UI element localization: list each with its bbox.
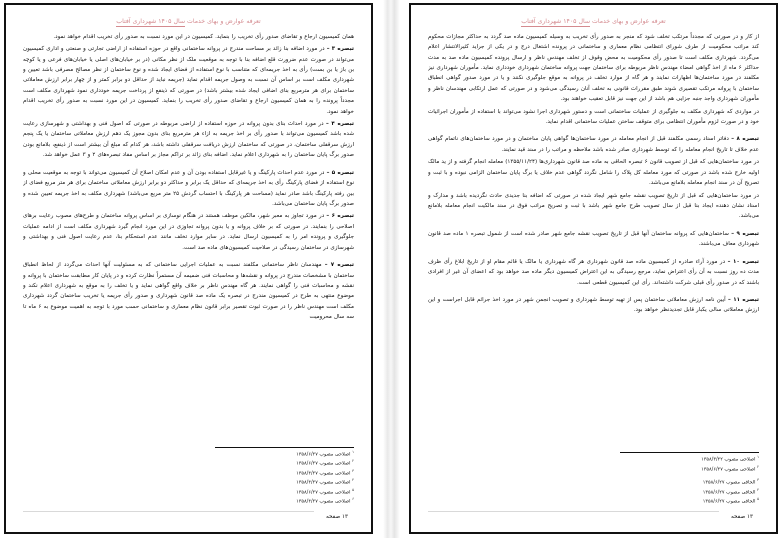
page-header-underlined: سال ۱۴۰۵ شهرداری آفتاب [521, 18, 591, 25]
footnote-list-secondary [428, 478, 759, 507]
footnote-item [23, 488, 354, 498]
paragraph [428, 191, 759, 222]
footnote-text: اصلاحی مصوب ۱۳۵۸/۶/۲۷ [296, 451, 351, 458]
footnote-text: الحاقی مصوب ۱۳۵۸/۶/۲۷ [702, 479, 756, 486]
paragraph [23, 168, 354, 210]
paragraph [428, 229, 759, 250]
footnote-zone [428, 452, 759, 522]
footnote-item [428, 497, 759, 507]
page-header-prefix: تعرفه عوارض و بهای خدمات [185, 18, 261, 25]
footnote-item [23, 450, 354, 460]
page-header [428, 18, 759, 27]
paragraph-text: در مورد ساختمان‌هایی که قبل از تصویب قانون ۶ تبصره الحاقی به ماده صد قانون شهرداری‌ها (۱۳۵۵/۱۱/۲۴) معامله انجام گرفته و از ید مالک اولیه خارج شده باشد در صورتی که مورد معامله کل پلاک را شامل نگردد گواهی عدم خلاف یا برگ پایان ساختمان الزامی نبوده و با ثبت و تصریح آن در سند انجام معامله بلامانع می‌باشد. [428, 159, 759, 187]
paragraph-text: دفاتر اسناد رسمی مکلفند قبل از انجام معامله در مورد ساختمان‌ها گواهی پایان ساختمان و در مورد ساختمان‌های ناتمام گواهی عدم خلاف تا تاریخ انجام معامله را که توسط شهرداری صادر شده باشد ملاحظه و مراتب را در سند قید نمایند. [428, 136, 759, 153]
footnote-list [23, 450, 354, 507]
paragraph [428, 157, 759, 188]
paragraph [428, 257, 759, 288]
footnote-number: ۱ [352, 449, 354, 454]
page-right-content [9, 8, 368, 529]
paragraph [428, 295, 759, 316]
footnote-text: اصلاحی مصوب ۱۳۵۸/۴/۲۷ [296, 470, 351, 477]
paragraph [23, 260, 354, 323]
footnote-text: الحاقی مصوب ۱۳۵۸/۶/۲۷ [702, 499, 756, 506]
paragraph-marker: تبصره ۸ – [731, 136, 759, 143]
footnote-text: الحاقی مصوب ۱۳۵۸/۶/۲۷ [702, 489, 756, 496]
footnote-text: اصلاحی مصوب ۱۳۵۸/۴/۲۷ [296, 499, 351, 506]
page-header [23, 18, 354, 27]
paragraph-marker: تبصره ۱۱ – [727, 296, 759, 303]
footnote-item [428, 488, 759, 498]
page-header-prefix: تعرفه عوارض و بهای خدمات [590, 18, 666, 25]
footnote-text: اصلاحی مصوب ۱۳۵۸/۶/۲۷ [701, 466, 756, 473]
footnote-number: ۴ [757, 487, 759, 492]
footnote-text: اصلاحی مصوب ۱۳۵۸/۳/۲۲ [701, 456, 756, 463]
paragraph-marker: تبصره ۹ – [731, 230, 759, 237]
footnote-item [23, 469, 354, 479]
paragraph-text: از کار و در صورتی که مجدداً مرتکب تخلف شود که منجر به صدور رأی تخریب به وسیله کمیسیون ماده صد گردد به حداکثر مجازات محکوم کند مراتب محکومیت از طرف شورای انتظامی نظام معماری و ساختمانی در پرونده اشتغال درج و در یکی از جراید کثیرالانتشار اعلام می‌گردد. شهرداری مکلف است تا صدور رأی محکومیت به محض وقوف از تخلف مهندس ناظر و ارسال پرونده کمیسیون ماده صد به مدت حداکثر ۶ ماه از اخذ گواهی امضاء مهندس ناظر مربوطه برای ساختمان جهت پروانه ساختمان شهرداری خودداری نماید. مأموران شهرداری نیز مکلفند در مورد ساختمان‌ها اظهارات نمایند و هر گاه از موارد تخلف در پروانه به موقع جلوگیری نکنند و یا در مورد صدور گواهی انطباق ساختمان با پروانه مرتکب تقصیری شوند طبق مقررات قانونی به تخلف آنان رسیدگی می‌شود و در صورتی که عمل ارتکابی مهندسان ناظر و مأموران شهرداری واجد جنبه جزایی هم باشد از این جهت نیز قابل تعقیب خواهند بود. [428, 33, 759, 103]
footnote-item [428, 465, 759, 475]
paragraph-text: در مورد احداث بنای بدون پروانه در حوزه استفاده از اراضی مربوطه در صورتی که اصول فنی و بهداشتی و شهرسازی رعایت شده باشد کمیسیون می‌تواند با صدور رأی بر اخذ جریمه به ازاء هر مترمربع بنای بدون مجوز یک دهم ارزش معاملاتی ساختمان یا یک پنجم ارزش سرقفلی ساختمان، در صورتی که ساختمان ارزش دریافت سرقفلی داشته باشد، هر کدام که مبلغ آن بیشتر است از ذینفع، بلامانع بودن صدور برگ پایان ساختمان را به شهرداری اعلام نماید. اضافه بنای زائد بر تراکم مجاز بر اساس مفاد تبصره‌های ۲ و ۳ عمل خواهد شد. [23, 121, 354, 159]
paragraph-marker: تبصره ۷ – [324, 262, 354, 269]
paragraph-text: ساختمان‌هایی که پروانه ساختمان آنها قبل از تاریخ تصویب نقشه جامع شهر صادر شده است از شمول تبصره ۱ ماده صد قانون شهرداری معاف می‌باشند. [428, 230, 759, 248]
footnote-separator [620, 452, 759, 453]
footnote-number: ۲ [352, 459, 354, 464]
footnote-number: ۱ [757, 455, 759, 460]
paragraph-marker: تبصره ۶ – [326, 213, 354, 220]
page-number-separator [428, 511, 719, 512]
paragraph [23, 119, 354, 161]
paragraph [23, 44, 354, 117]
footnote-separator [215, 447, 354, 448]
paragraph-text: همان کمیسیون ارجاع و تقاضای صدور رأی تخریب را بنماید. کمیسیون در این مورد نسبت به صدور رأی تخریب اقدام خواهد نمود. [53, 33, 354, 40]
page-left-content [414, 8, 773, 529]
page-number: ۱۳ صفحه [326, 514, 348, 520]
footnote-number: ۵ [352, 487, 354, 492]
footnote-text: اصلاحی مصوب ۱۳۵۸/۶/۲۷ [296, 460, 351, 467]
page-number: ۱۳ صفحه [731, 514, 753, 520]
paragraph-marker: تبصره ۳ – [326, 46, 354, 53]
paragraph [23, 32, 354, 42]
page-gutter [377, 0, 405, 538]
footnote-item [428, 455, 759, 465]
footnote-text: اصلاحی مصوب ۱۳۵۸/۴/۲۷ [296, 479, 351, 486]
page-header-underlined: سال ۱۴۰۵ شهرداری آفتاب [116, 18, 186, 25]
paragraph [428, 107, 759, 128]
page-left-body [428, 32, 759, 453]
footnote-number: ۳ [352, 468, 354, 473]
footnote-zone [23, 447, 354, 522]
paragraph [428, 134, 759, 155]
footnote-item [23, 478, 354, 488]
paragraph-marker: تبصره ۵ – [326, 169, 354, 176]
paragraph-text: مهندسان ناظر ساختمانی مکلفند نسبت به عملیات اجرایی ساختمانی که به مسئولیت آنها احداث می‌گردد از لحاظ انطباق ساختمان با مشخصات مندرج در پروانه و نقشه‌ها و محاسبات فنی ضمیمه آن مستمراً نظارت کرده و در پایان کار مطابقت ساختمان با پروانه و نقشه و محاسبات فنی را گواهی نمایند. هر گاه مهندس ناظر بر خلاف واقع گواهی نماید و یا تخلف را به موقع به شهرداری اعلام نکند و موضوع منتهی به طرح در کمیسیون مندرج در تبصره یک ماده صد قانون شهرداری و صدور رأی جریمه یا تخریب ساختمان گردد شهرداری مکلف است مهندس ناظر را در صورت ثبوت تقصیر برابر قانون نظام معماری و ساختمانی حسب مورد با توجه به اهمیت موضوع به ۶ ماه تا سه سال محرومیت [23, 262, 354, 321]
footnote-item [23, 459, 354, 469]
footnote-number: ۶ [352, 497, 354, 502]
paragraph-text: در مواردی که شهرداری مکلف به جلوگیری از عملیات ساختمانی است و دستور شهرداری اجرا نشود می‌تواند با استفاده از مأموران اجرائیات خود و در صورت لزوم مأموران انتظامی برای متوقف ساختن عملیات ساختمانی اقدام نماید. [428, 108, 759, 126]
paragraph-text: در مورد اضافه بنا زائد بر مساحت مندرج در پروانه ساختمانی واقع در حوزه استفاده از اراضی تجارتی و صنعتی و اداری کمیسیون می‌تواند در صورت عدم ضرورت قلع اضافه بنا با توجه به موقعیت ملک از نظر مکانی (در بر خیابان‌های اصلی یا خیابان‌های فرعی و یا کوچه بن باز یا بن بست) رأی به اخذ جریمه‌ای که متناسب با نوع استفاده از فضای ایجاد شده و نوع ساختمان از نظر مصالح مصرفی باشد تعیین و شهرداری مکلف است بر اساس آن نسبت به وصول جریمه اقدام نماید (جریمه نباید از حداقل دو برابر کمتر و از چهار برابر ارزش معاملاتی ساختمان برای هر مترمربع بنای اضافی ایجاد شده بیشتر باشد) در صورتی که ذینفع از پرداخت جریمه خودداری نمود شهرداری مکلف است مجدداً پرونده را به همان کمیسیون ارجاع و تقاضای صدور رأی تخریب را بنماید. کمیسیون در این مورد نسبت به صدور رأی تخریب اقدام خواهد نمود. [23, 46, 354, 115]
paragraph [23, 211, 354, 253]
paragraph-text: در مورد آراء صادره از کمیسیون ماده صد قانون شهرداری هر گاه شهرداری یا مالک یا قائم مقام او از تاریخ ابلاغ رأی ظرف مدت ده روز نسبت به آن رأی اعتراض نماید، مرجع رسیدگی به این اعتراض کمیسیون دیگر ماده صد خواهد بود که اعضای آن غیر از افرادی باشند که در صدور رأی قبلی شرکت داشته‌اند. رأی این کمیسیون قطعی است. [428, 258, 759, 286]
paragraph-text: در مورد تجاوز به معبر شهر، مالکین موظف هستند در هنگام نوسازی بر اساس پروانه ساختمان و طرح‌های مصوب رعایت برهای اصلاحی را بنمایند. در صورتی که بر خلاف پروانه و یا بدون پروانه تجاوزی در این مورد انجام گیرد شهرداری مکلف است از ادامه عملیات جلوگیری و پرونده امر را به کمیسیون ارسال نماید. در سایر موارد تخلف مانند عدم استحکام بنا، عدم رعایت اصول فنی و بهداشتی و شهرسازی در ساختمان رسیدگی در صلاحیت کمیسیون‌های ماده صد است. [23, 213, 354, 251]
footnote-item [428, 478, 759, 488]
page-right-body [23, 32, 354, 447]
paragraph-text: در مورد ساختمان‌هایی که قبل از تاریخ تصویب نقشه جامع شهر ایجاد شده در صورتی که اضافه بنا جدیدی حادث نگردیده باشد و مدارک و اسناد نشان دهنده ایجاد بنا قبل از سال تصویب طرح جامع شهر باشد با ثبت و تصریح مراتب فوق در سند مالکیت انجام معامله بلامانع می‌باشد. [428, 192, 759, 220]
page-right[interactable] [4, 3, 373, 534]
footnote-list [428, 455, 759, 474]
footnote-item [23, 497, 354, 507]
footnote-number: ۳ [757, 478, 759, 483]
footnote-text: اصلاحی مصوب ۱۳۵۸/۶/۲۷ [296, 489, 351, 496]
footnote-number: ۴ [352, 478, 354, 483]
paragraph-text: آیین نامه ارزش معاملاتی ساختمان پس از تهیه توسط شهرداری و تصویب انجمن شهر در مورد اخذ جرائم قابل اجراست و این ارزش معاملاتی سالی یکبار قابل تجدیدنظر خواهد بود. [428, 296, 759, 314]
page-number-separator [23, 511, 314, 512]
page-left[interactable] [409, 3, 778, 534]
paragraph-marker: تبصره ۱۰ – [727, 258, 759, 265]
paragraph-marker: تبصره ۴ – [326, 121, 354, 128]
page-right-wrapper[interactable] [0, 0, 377, 538]
paragraph-text: در مورد عدم احداث پارکینگ و یا غیرقابل استفاده بودن آن و عدم امکان اصلاح آن کمیسیون می‌تواند با توجه به موقعیت محلی و نوع استفاده از فضای پارکینگ رأی به اخذ جریمه‌ای که حداقل یک برابر و حداکثر دو برابر ارزش معاملاتی ساختمان برای هر متر مربع فضای از بین رفته پارکینگ باشد صادر نماید (مساحت هر پارکینگ با احتساب گردش ۲۵ متر مربع می‌باشد) شهرداری مکلف به اخذ جریمه تعیین شده و صدور برگ پایان ساختمان می‌باشد. [23, 169, 354, 207]
paragraph [428, 32, 759, 105]
footnote-number: ۵ [757, 497, 759, 502]
page-left-wrapper[interactable] [405, 0, 782, 538]
footnote-number: ۲ [757, 464, 759, 469]
